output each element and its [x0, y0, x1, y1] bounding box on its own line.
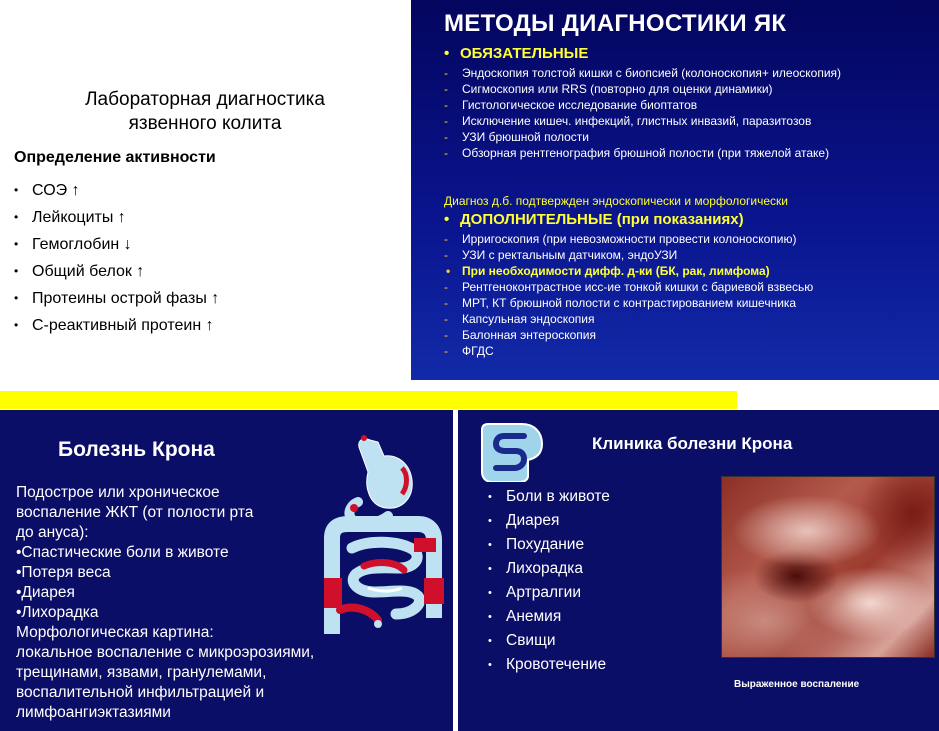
list-item: - Эндоскопия толстой кишки с биопсией (колоноскопия+ илеоскопия) [444, 66, 842, 80]
additional-list [444, 232, 924, 360]
list-item: - УЗИ брюшной полости [444, 130, 589, 144]
list-item-highlight: • При необходимости дифф. д-ки (БК, рак, лимфома) [446, 264, 770, 278]
list-item: • Свищи [488, 632, 556, 649]
list-item: • Протеины острой фазы ↑ [14, 290, 220, 307]
list-item: • Гемоглобин ↓ [14, 236, 132, 253]
mandatory-list [444, 66, 914, 162]
crohn-description: Подострое или хроническое воспаление ЖКТ (от полости рта до ануса): •Спастические боли в животе •Потеря веса •Диарея •Лихорадка Морфологическая картина: локальное воспаление с микроэрозиями, трещинами, язвами, гранулемами, воспалительной инфильтрацией и лимфоангиэктазиями [16, 484, 315, 721]
list-item: • С-реактивный протеин ↑ [14, 317, 214, 334]
list-item: • Кровотечение [488, 656, 607, 673]
list-item: • Диарея [488, 512, 560, 529]
crohn-title: Болезнь Крона [58, 438, 215, 461]
list-item: • Общий белок ↑ [14, 263, 145, 280]
list-item: - Капсульная эндоскопия [444, 312, 595, 326]
list-item: • Анемия [488, 608, 562, 625]
list-item: - Рентгеноконтрастное исс-ие тонкой кишки с бариевой взвесью [444, 280, 814, 294]
photo-caption: Выраженное воспаление [734, 679, 860, 690]
list-item: • СОЭ ↑ [14, 182, 80, 199]
list-item: - УЗИ с ректальным датчиком, эндоУЗИ [444, 248, 678, 262]
list-item: • Боли в животе [488, 488, 610, 505]
list-item: - МРТ, КТ брюшной полости с контрастированием кишечника [444, 296, 797, 310]
lab-title: Лабораторная диагностика язвенного колита [85, 89, 325, 134]
methods-title: МЕТОДЫ ДИАГНОСТИКИ ЯК [444, 10, 787, 37]
list-item: - Гистологическое исследование биоптатов [444, 98, 698, 112]
diagnosis-note: Диагноз д.б. подтвержден эндоскопически и морфологически [444, 194, 789, 208]
list-item: - Сигмоскопия или RRS (повторно для оценки динамики) [444, 82, 773, 96]
crohn-disease-panel [0, 410, 453, 731]
endoscopy-photo [721, 476, 935, 658]
lab-subtitle: Определение активности [14, 149, 216, 166]
clinic-symptom-list [488, 485, 610, 677]
crohn-clinic-panel [458, 410, 939, 731]
list-item: - Балонная энтероскопия [444, 328, 597, 342]
diagnostic-methods-panel [411, 0, 939, 380]
s-logo-icon [478, 418, 548, 482]
list-item: - Обзорная рентгенография брюшной полости (при тяжелой атаке) [444, 146, 830, 160]
list-item: • Артралгии [488, 584, 581, 601]
clinic-title: Клиника болезни Крона [592, 434, 793, 453]
lab-diagnostics-panel [0, 0, 410, 380]
mandatory-heading: • ОБЯЗАТЕЛЬНЫЕ [444, 45, 589, 62]
list-item: - ФГДС [444, 344, 494, 358]
list-item: - Исключение кишеч. инфекций, глистных инвазий, паразитозов [444, 114, 812, 128]
additional-heading: • ДОПОЛНИТЕЛЬНЫЕ (при показаниях) [444, 211, 744, 228]
list-item: • Похудание [488, 536, 585, 553]
list-item: - Ирригоскопия (при невозможности провести колоноскопию) [444, 232, 797, 246]
list-item: • Лейкоциты ↑ [14, 209, 126, 226]
yellow-divider [0, 391, 737, 409]
lab-list [14, 177, 219, 339]
list-item: • Лихорадка [488, 560, 584, 577]
